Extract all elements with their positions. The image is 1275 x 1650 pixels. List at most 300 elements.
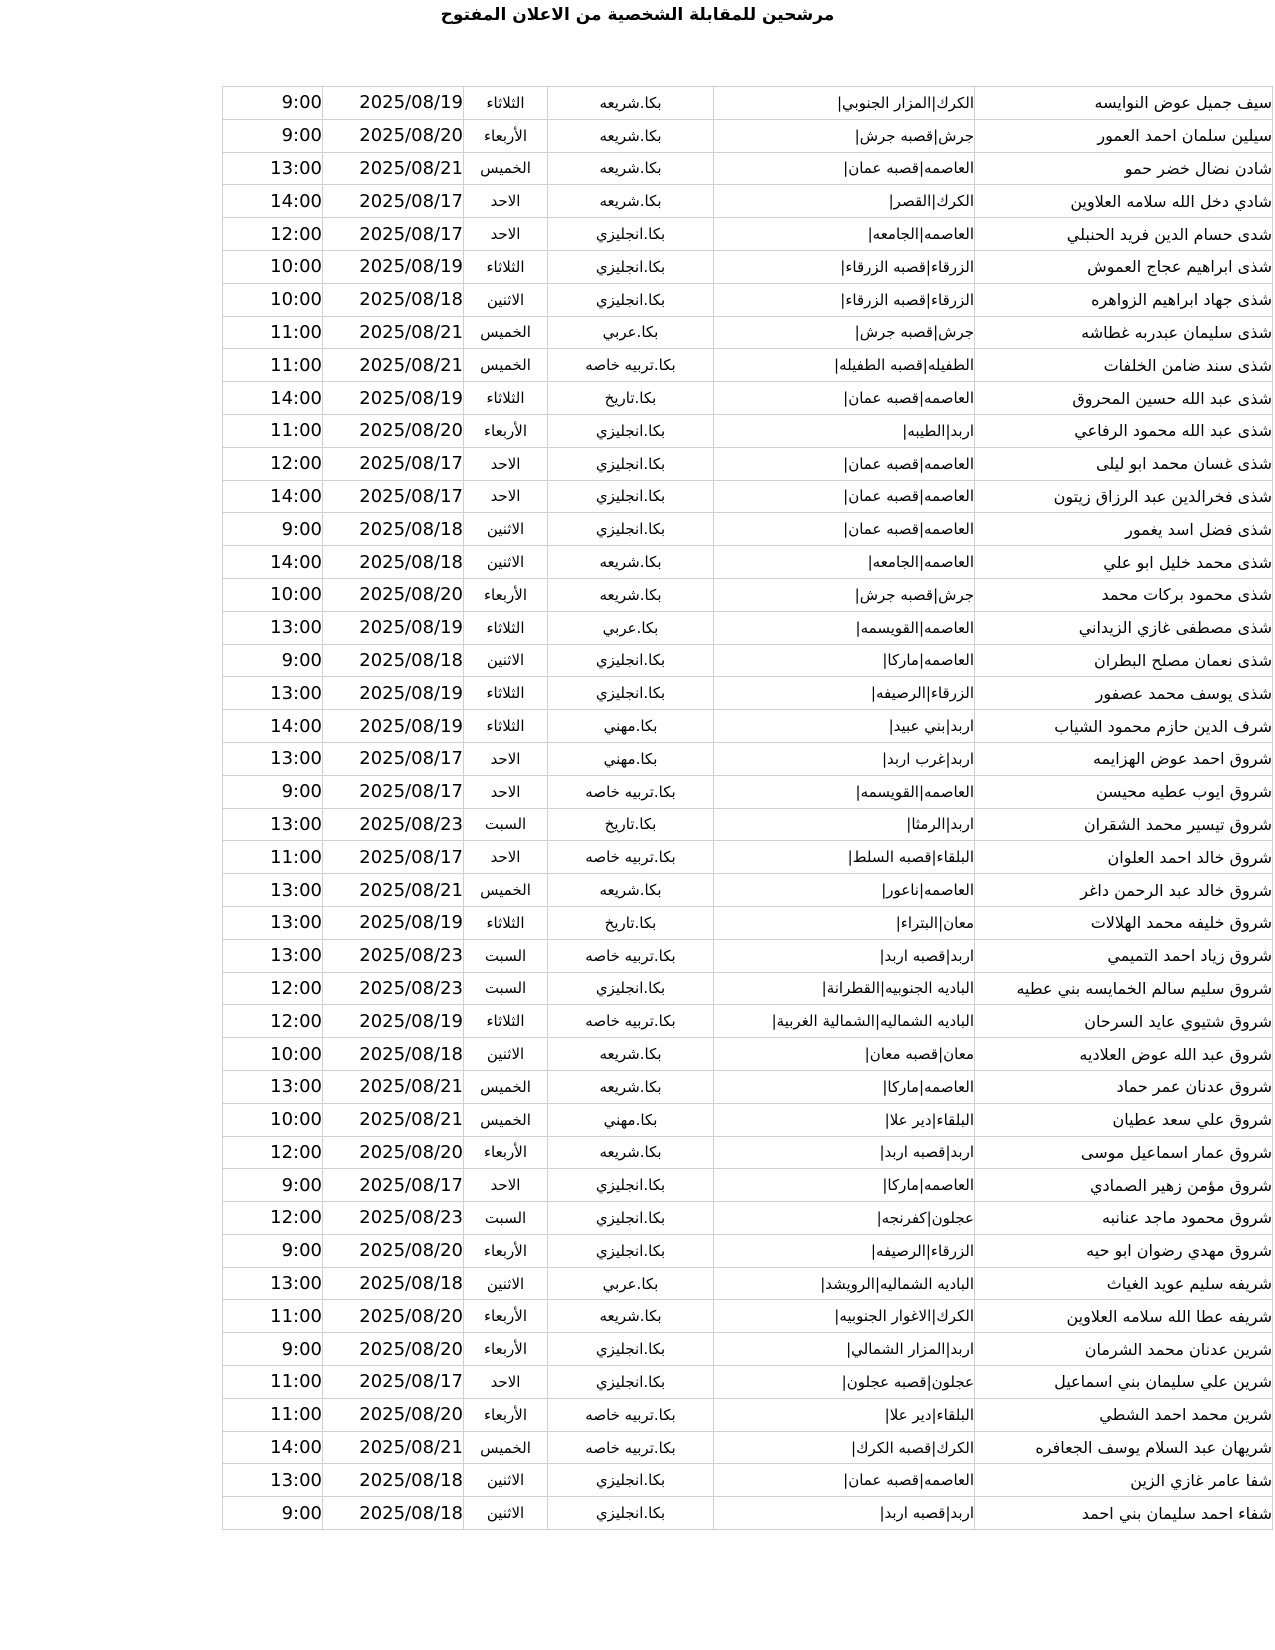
cell-day: الاثنين (464, 513, 548, 546)
cell-name: شذى يوسف محمد عصفور (975, 677, 1273, 710)
cell-date: 2025/08/17 (323, 841, 464, 874)
cell-time: 11:00 (223, 316, 323, 349)
cell-location: الكرك|المزار الجنوبي| (714, 87, 975, 120)
cell-day: الاثنين (464, 1267, 548, 1300)
cell-qualification: بكا.انجليزي (548, 972, 714, 1005)
cell-day: الأربعاء (464, 578, 548, 611)
table-row (223, 611, 1273, 644)
table-row (223, 874, 1273, 907)
cell-time: 9:00 (223, 87, 323, 120)
cell-day: السبت (464, 939, 548, 972)
cell-name: شروق عبد الله عوض العلاديه (975, 1038, 1273, 1071)
cell-day: الاثنين (464, 283, 548, 316)
cell-qualification: بكا.انجليزي (548, 1234, 714, 1267)
table-row (223, 1497, 1273, 1530)
table-row (223, 250, 1273, 283)
cell-date: 2025/08/20 (323, 1398, 464, 1431)
cell-date: 2025/08/17 (323, 480, 464, 513)
cell-location: عجلون|كفرنجه| (714, 1202, 975, 1235)
cell-date: 2025/08/17 (323, 1366, 464, 1399)
cell-location: العاصمه|ناعور| (714, 874, 975, 907)
cell-location: الزرقاء|قصبه الزرقاء| (714, 283, 975, 316)
table-row (223, 841, 1273, 874)
cell-qualification: بكا.شريعه (548, 1038, 714, 1071)
cell-date: 2025/08/17 (323, 447, 464, 480)
cell-date: 2025/08/18 (323, 546, 464, 579)
cell-qualification: بكا.شريعه (548, 119, 714, 152)
cell-time: 9:00 (223, 644, 323, 677)
table-row (223, 939, 1273, 972)
cell-name: شروق شتيوي عايد السرحان (975, 1005, 1273, 1038)
cell-name: شذى عبد الله محمود الرفاعي (975, 414, 1273, 447)
cell-location: الباديه الشماليه|الشمالية الغربية| (714, 1005, 975, 1038)
cell-date: 2025/08/21 (323, 349, 464, 382)
cell-name: شرين محمد احمد الشطي (975, 1398, 1273, 1431)
cell-day: الاحد (464, 841, 548, 874)
cell-time: 14:00 (223, 546, 323, 579)
cell-name: شرف الدين حازم محمود الشياب (975, 710, 1273, 743)
cell-time: 11:00 (223, 349, 323, 382)
cell-location: الكرك|الاغوار الجنوبيه| (714, 1300, 975, 1333)
cell-date: 2025/08/21 (323, 1070, 464, 1103)
cell-time: 12:00 (223, 1136, 323, 1169)
cell-qualification: بكا.تاريخ (548, 382, 714, 415)
cell-time: 9:00 (223, 1234, 323, 1267)
cell-day: الثلاثاء (464, 382, 548, 415)
cell-date: 2025/08/20 (323, 578, 464, 611)
cell-time: 11:00 (223, 841, 323, 874)
cell-qualification: بكا.مهني (548, 710, 714, 743)
cell-name: شفاء احمد سليمان بني احمد (975, 1497, 1273, 1530)
cell-date: 2025/08/19 (323, 710, 464, 743)
cell-qualification: بكا.شريعه (548, 578, 714, 611)
cell-time: 9:00 (223, 1333, 323, 1366)
cell-date: 2025/08/18 (323, 513, 464, 546)
cell-qualification: بكا.انجليزي (548, 1366, 714, 1399)
cell-location: العاصمه|قصبه عمان| (714, 382, 975, 415)
cell-date: 2025/08/17 (323, 742, 464, 775)
cell-day: الثلاثاء (464, 906, 548, 939)
cell-location: عجلون|قصبه عجلون| (714, 1366, 975, 1399)
cell-name: شرين عدنان محمد الشرمان (975, 1333, 1273, 1366)
table-row (223, 578, 1273, 611)
cell-date: 2025/08/19 (323, 906, 464, 939)
cell-location: جرش|قصبه جرش| (714, 119, 975, 152)
cell-location: اربد|الرمثا| (714, 808, 975, 841)
cell-time: 10:00 (223, 578, 323, 611)
cell-location: العاصمه|قصبه عمان| (714, 480, 975, 513)
cell-name: شريهان عبد السلام يوسف الجعافره (975, 1431, 1273, 1464)
cell-location: العاصمه|القويسمه| (714, 611, 975, 644)
cell-time: 10:00 (223, 1103, 323, 1136)
cell-name: شروق عمار اسماعيل موسى (975, 1136, 1273, 1169)
cell-time: 12:00 (223, 1005, 323, 1038)
cell-location: العاصمه|قصبه عمان| (714, 1464, 975, 1497)
cell-day: الثلاثاء (464, 87, 548, 120)
cell-name: شروق احمد عوض الهزايمه (975, 742, 1273, 775)
cell-name: شروق علي سعد عطيان (975, 1103, 1273, 1136)
cell-time: 13:00 (223, 677, 323, 710)
cell-qualification: بكا.انجليزي (548, 677, 714, 710)
cell-location: الطفيله|قصبه الطفيله| (714, 349, 975, 382)
cell-qualification: بكا.انجليزي (548, 447, 714, 480)
cell-day: الأربعاء (464, 1333, 548, 1366)
table-row (223, 1267, 1273, 1300)
table-row (223, 644, 1273, 677)
cell-qualification: بكا.عربي (548, 1267, 714, 1300)
cell-time: 13:00 (223, 1267, 323, 1300)
cell-time: 9:00 (223, 1169, 323, 1202)
cell-date: 2025/08/17 (323, 218, 464, 251)
table-row (223, 1202, 1273, 1235)
cell-time: 14:00 (223, 480, 323, 513)
cell-date: 2025/08/23 (323, 972, 464, 1005)
cell-name: شذى محمد خليل ابو علي (975, 546, 1273, 579)
cell-day: الخميس (464, 1070, 548, 1103)
table-row (223, 775, 1273, 808)
candidates-table (222, 86, 1273, 1530)
cell-qualification: بكا.انجليزي (548, 250, 714, 283)
cell-time: 13:00 (223, 611, 323, 644)
table-row (223, 1136, 1273, 1169)
cell-qualification: بكا.تربيه خاصه (548, 775, 714, 808)
cell-name: شروق ايوب عطيه محيسن (975, 775, 1273, 808)
cell-location: البلقاء|دير علا| (714, 1398, 975, 1431)
cell-qualification: بكا.شريعه (548, 546, 714, 579)
table-row (223, 382, 1273, 415)
cell-day: الأربعاء (464, 119, 548, 152)
cell-location: الزرقاء|قصبه الزرقاء| (714, 250, 975, 283)
cell-day: الخميس (464, 316, 548, 349)
table-row (223, 349, 1273, 382)
cell-day: الأربعاء (464, 1398, 548, 1431)
cell-day: السبت (464, 1202, 548, 1235)
cell-day: الثلاثاء (464, 250, 548, 283)
table-row (223, 1234, 1273, 1267)
cell-day: الاثنين (464, 1464, 548, 1497)
cell-time: 12:00 (223, 1202, 323, 1235)
cell-location: اربد|المزار الشمالي| (714, 1333, 975, 1366)
cell-time: 14:00 (223, 185, 323, 218)
table-row (223, 906, 1273, 939)
cell-day: الاحد (464, 1169, 548, 1202)
cell-time: 9:00 (223, 1497, 323, 1530)
cell-time: 13:00 (223, 808, 323, 841)
cell-time: 13:00 (223, 152, 323, 185)
cell-date: 2025/08/23 (323, 808, 464, 841)
cell-date: 2025/08/21 (323, 1103, 464, 1136)
table-row (223, 1366, 1273, 1399)
cell-location: العاصمه|الجامعه| (714, 546, 975, 579)
cell-day: السبت (464, 808, 548, 841)
cell-location: العاصمه|ماركا| (714, 1070, 975, 1103)
cell-name: شروق سليم سالم الخمايسه بني عطيه (975, 972, 1273, 1005)
cell-day: الأربعاء (464, 1136, 548, 1169)
cell-location: اربد|بني عبيد| (714, 710, 975, 743)
cell-qualification: بكا.انجليزي (548, 414, 714, 447)
cell-time: 12:00 (223, 447, 323, 480)
table-row (223, 316, 1273, 349)
cell-location: اربد|قصبه اربد| (714, 939, 975, 972)
cell-day: الأربعاء (464, 414, 548, 447)
cell-name: شروق تيسير محمد الشقران (975, 808, 1273, 841)
cell-qualification: بكا.انجليزي (548, 283, 714, 316)
candidates-table-body (223, 87, 1273, 1530)
cell-name: شروق مؤمن زهير الصمادي (975, 1169, 1273, 1202)
cell-day: الأربعاء (464, 1300, 548, 1333)
cell-time: 11:00 (223, 1366, 323, 1399)
cell-date: 2025/08/21 (323, 1431, 464, 1464)
cell-date: 2025/08/20 (323, 1136, 464, 1169)
cell-name: شادي دخل الله سلامه العلاوين (975, 185, 1273, 218)
cell-name: شذى غسان محمد ابو ليلى (975, 447, 1273, 480)
cell-date: 2025/08/20 (323, 1234, 464, 1267)
table-row (223, 87, 1273, 120)
cell-time: 13:00 (223, 939, 323, 972)
cell-day: الاحد (464, 775, 548, 808)
cell-day: الخميس (464, 1103, 548, 1136)
cell-qualification: بكا.تربيه خاصه (548, 349, 714, 382)
cell-qualification: بكا.عربي (548, 611, 714, 644)
table-row (223, 1070, 1273, 1103)
cell-qualification: بكا.شريعه (548, 1300, 714, 1333)
cell-time: 9:00 (223, 775, 323, 808)
cell-location: اربد|الطيبه| (714, 414, 975, 447)
cell-date: 2025/08/18 (323, 1267, 464, 1300)
cell-day: الاحد (464, 185, 548, 218)
table-row (223, 1169, 1273, 1202)
cell-day: الاحد (464, 447, 548, 480)
table-row (223, 677, 1273, 710)
cell-qualification: بكا.تربيه خاصه (548, 1398, 714, 1431)
cell-location: العاصمه|ماركا| (714, 1169, 975, 1202)
cell-name: شروق خالد احمد العلوان (975, 841, 1273, 874)
cell-qualification: بكا.انجليزي (548, 1202, 714, 1235)
table-row (223, 1103, 1273, 1136)
cell-time: 11:00 (223, 1300, 323, 1333)
cell-location: اربد|قصبه اربد| (714, 1136, 975, 1169)
cell-qualification: بكا.شريعه (548, 1136, 714, 1169)
cell-name: شروق زياد احمد التميمي (975, 939, 1273, 972)
cell-location: البلقاء|قصبه السلط| (714, 841, 975, 874)
cell-date: 2025/08/19 (323, 382, 464, 415)
cell-day: الثلاثاء (464, 1005, 548, 1038)
cell-name: شذى نعمان مصلح البطران (975, 644, 1273, 677)
cell-qualification: بكا.تربيه خاصه (548, 939, 714, 972)
cell-qualification: بكا.انجليزي (548, 218, 714, 251)
table-row (223, 546, 1273, 579)
cell-name: سيف جميل عوض النوايسه (975, 87, 1273, 120)
cell-name: شفا عامر غازي الزين (975, 1464, 1273, 1497)
cell-name: شذى ابراهيم عجاج العموش (975, 250, 1273, 283)
table-row (223, 283, 1273, 316)
cell-day: الخميس (464, 349, 548, 382)
cell-qualification: بكا.شريعه (548, 152, 714, 185)
cell-name: شروق عدنان عمر حماد (975, 1070, 1273, 1103)
cell-date: 2025/08/18 (323, 1464, 464, 1497)
cell-qualification: بكا.تربيه خاصه (548, 1431, 714, 1464)
cell-day: الخميس (464, 152, 548, 185)
cell-qualification: بكا.انجليزي (548, 1497, 714, 1530)
cell-name: شذى سليمان عبدربه غطاشه (975, 316, 1273, 349)
cell-day: الاحد (464, 742, 548, 775)
cell-day: الاحد (464, 480, 548, 513)
cell-date: 2025/08/23 (323, 939, 464, 972)
cell-name: شذى عبد الله حسين المحروق (975, 382, 1273, 415)
cell-time: 11:00 (223, 414, 323, 447)
cell-qualification: بكا.شريعه (548, 874, 714, 907)
cell-name: شذى فخرالدين عبد الرزاق زيتون (975, 480, 1273, 513)
cell-name: شذى مصطفى غازي الزيداني (975, 611, 1273, 644)
cell-qualification: بكا.تاريخ (548, 906, 714, 939)
cell-date: 2025/08/18 (323, 1497, 464, 1530)
cell-date: 2025/08/17 (323, 775, 464, 808)
cell-qualification: بكا.شريعه (548, 1070, 714, 1103)
cell-time: 9:00 (223, 119, 323, 152)
table-row (223, 480, 1273, 513)
cell-name: شذى فضل اسد يغمور (975, 513, 1273, 546)
cell-date: 2025/08/17 (323, 1169, 464, 1202)
cell-time: 13:00 (223, 906, 323, 939)
cell-location: اربد|غرب اربد| (714, 742, 975, 775)
table-row (223, 1398, 1273, 1431)
cell-qualification: بكا.عربي (548, 316, 714, 349)
cell-location: العاصمه|الجامعه| (714, 218, 975, 251)
cell-date: 2025/08/18 (323, 644, 464, 677)
cell-time: 10:00 (223, 1038, 323, 1071)
table-row (223, 1005, 1273, 1038)
cell-date: 2025/08/18 (323, 1038, 464, 1071)
cell-day: الاحد (464, 1366, 548, 1399)
cell-qualification: بكا.مهني (548, 742, 714, 775)
cell-date: 2025/08/19 (323, 250, 464, 283)
cell-time: 13:00 (223, 1070, 323, 1103)
cell-qualification: بكا.انجليزي (548, 1333, 714, 1366)
cell-date: 2025/08/19 (323, 1005, 464, 1038)
cell-time: 12:00 (223, 218, 323, 251)
table-row (223, 185, 1273, 218)
cell-location: البلقاء|دير علا| (714, 1103, 975, 1136)
table-row (223, 710, 1273, 743)
cell-location: الباديه الجنوبيه|القطرانة| (714, 972, 975, 1005)
cell-qualification: بكا.انجليزي (548, 1464, 714, 1497)
cell-date: 2025/08/20 (323, 1333, 464, 1366)
cell-date: 2025/08/20 (323, 414, 464, 447)
table-row (223, 218, 1273, 251)
cell-location: الزرقاء|الرصيفه| (714, 1234, 975, 1267)
cell-day: الاثنين (464, 546, 548, 579)
cell-time: 9:00 (223, 513, 323, 546)
cell-location: معان|البتراء| (714, 906, 975, 939)
cell-time: 13:00 (223, 874, 323, 907)
cell-name: شروق محمود ماجد عنانبه (975, 1202, 1273, 1235)
cell-qualification: بكا.تربيه خاصه (548, 841, 714, 874)
cell-time: 12:00 (223, 972, 323, 1005)
table-row (223, 414, 1273, 447)
cell-day: الأربعاء (464, 1234, 548, 1267)
cell-location: اربد|قصبه اربد| (714, 1497, 975, 1530)
table-row (223, 1431, 1273, 1464)
cell-location: جرش|قصبه جرش| (714, 316, 975, 349)
cell-date: 2025/08/19 (323, 87, 464, 120)
table-row (223, 972, 1273, 1005)
table-row (223, 1038, 1273, 1071)
cell-day: الخميس (464, 1431, 548, 1464)
cell-location: العاصمه|قصبه عمان| (714, 447, 975, 480)
cell-day: الاثنين (464, 1038, 548, 1071)
cell-date: 2025/08/21 (323, 316, 464, 349)
cell-day: الاثنين (464, 644, 548, 677)
cell-time: 14:00 (223, 710, 323, 743)
table-row (223, 742, 1273, 775)
table-row (223, 808, 1273, 841)
cell-qualification: بكا.انجليزي (548, 480, 714, 513)
cell-name: شرين علي سليمان بني اسماعيل (975, 1366, 1273, 1399)
cell-qualification: بكا.تاريخ (548, 808, 714, 841)
cell-location: الزرقاء|الرصيفه| (714, 677, 975, 710)
cell-date: 2025/08/20 (323, 1300, 464, 1333)
cell-day: الخميس (464, 874, 548, 907)
cell-day: الاثنين (464, 1497, 548, 1530)
cell-qualification: بكا.شريعه (548, 87, 714, 120)
cell-day: الثلاثاء (464, 710, 548, 743)
cell-time: 14:00 (223, 1431, 323, 1464)
cell-qualification: بكا.انجليزي (548, 1169, 714, 1202)
table-row (223, 513, 1273, 546)
cell-location: العاصمه|القويسمه| (714, 775, 975, 808)
cell-date: 2025/08/20 (323, 119, 464, 152)
cell-time: 14:00 (223, 382, 323, 415)
cell-location: الكرك|قصبه الكرك| (714, 1431, 975, 1464)
cell-name: شذى محمود بركات محمد (975, 578, 1273, 611)
cell-location: الباديه الشماليه|الرويشد| (714, 1267, 975, 1300)
cell-qualification: بكا.انجليزي (548, 513, 714, 546)
cell-time: 13:00 (223, 742, 323, 775)
table-row (223, 1464, 1273, 1497)
cell-time: 10:00 (223, 283, 323, 316)
table-row (223, 152, 1273, 185)
cell-qualification: بكا.مهني (548, 1103, 714, 1136)
cell-name: شذى سند ضامن الخلفات (975, 349, 1273, 382)
cell-location: العاصمه|ماركا| (714, 644, 975, 677)
cell-date: 2025/08/17 (323, 185, 464, 218)
cell-name: سيلين سلمان احمد العمور (975, 119, 1273, 152)
cell-time: 13:00 (223, 1464, 323, 1497)
cell-name: شذى جهاد ابراهيم الزواهره (975, 283, 1273, 316)
cell-name: شريفه عطا الله سلامه العلاوين (975, 1300, 1273, 1333)
cell-name: شادن نضال خضر حمو (975, 152, 1273, 185)
table-row (223, 447, 1273, 480)
table-row (223, 1333, 1273, 1366)
cell-location: جرش|قصبه جرش| (714, 578, 975, 611)
cell-day: الثلاثاء (464, 611, 548, 644)
cell-date: 2025/08/21 (323, 152, 464, 185)
cell-location: العاصمه|قصبه عمان| (714, 152, 975, 185)
cell-location: معان|قصبه معان| (714, 1038, 975, 1071)
cell-time: 11:00 (223, 1398, 323, 1431)
table-row (223, 1300, 1273, 1333)
cell-date: 2025/08/21 (323, 874, 464, 907)
table-row (223, 119, 1273, 152)
cell-name: شريفه سليم عويد الغياث (975, 1267, 1273, 1300)
cell-qualification: بكا.تربيه خاصه (548, 1005, 714, 1038)
cell-qualification: بكا.انجليزي (548, 644, 714, 677)
cell-time: 10:00 (223, 250, 323, 283)
cell-date: 2025/08/23 (323, 1202, 464, 1235)
page-title: مرشحين للمقابلة الشخصية من الاعلان المفتوح (440, 5, 835, 25)
cell-date: 2025/08/19 (323, 611, 464, 644)
cell-location: الكرك|القصر| (714, 185, 975, 218)
